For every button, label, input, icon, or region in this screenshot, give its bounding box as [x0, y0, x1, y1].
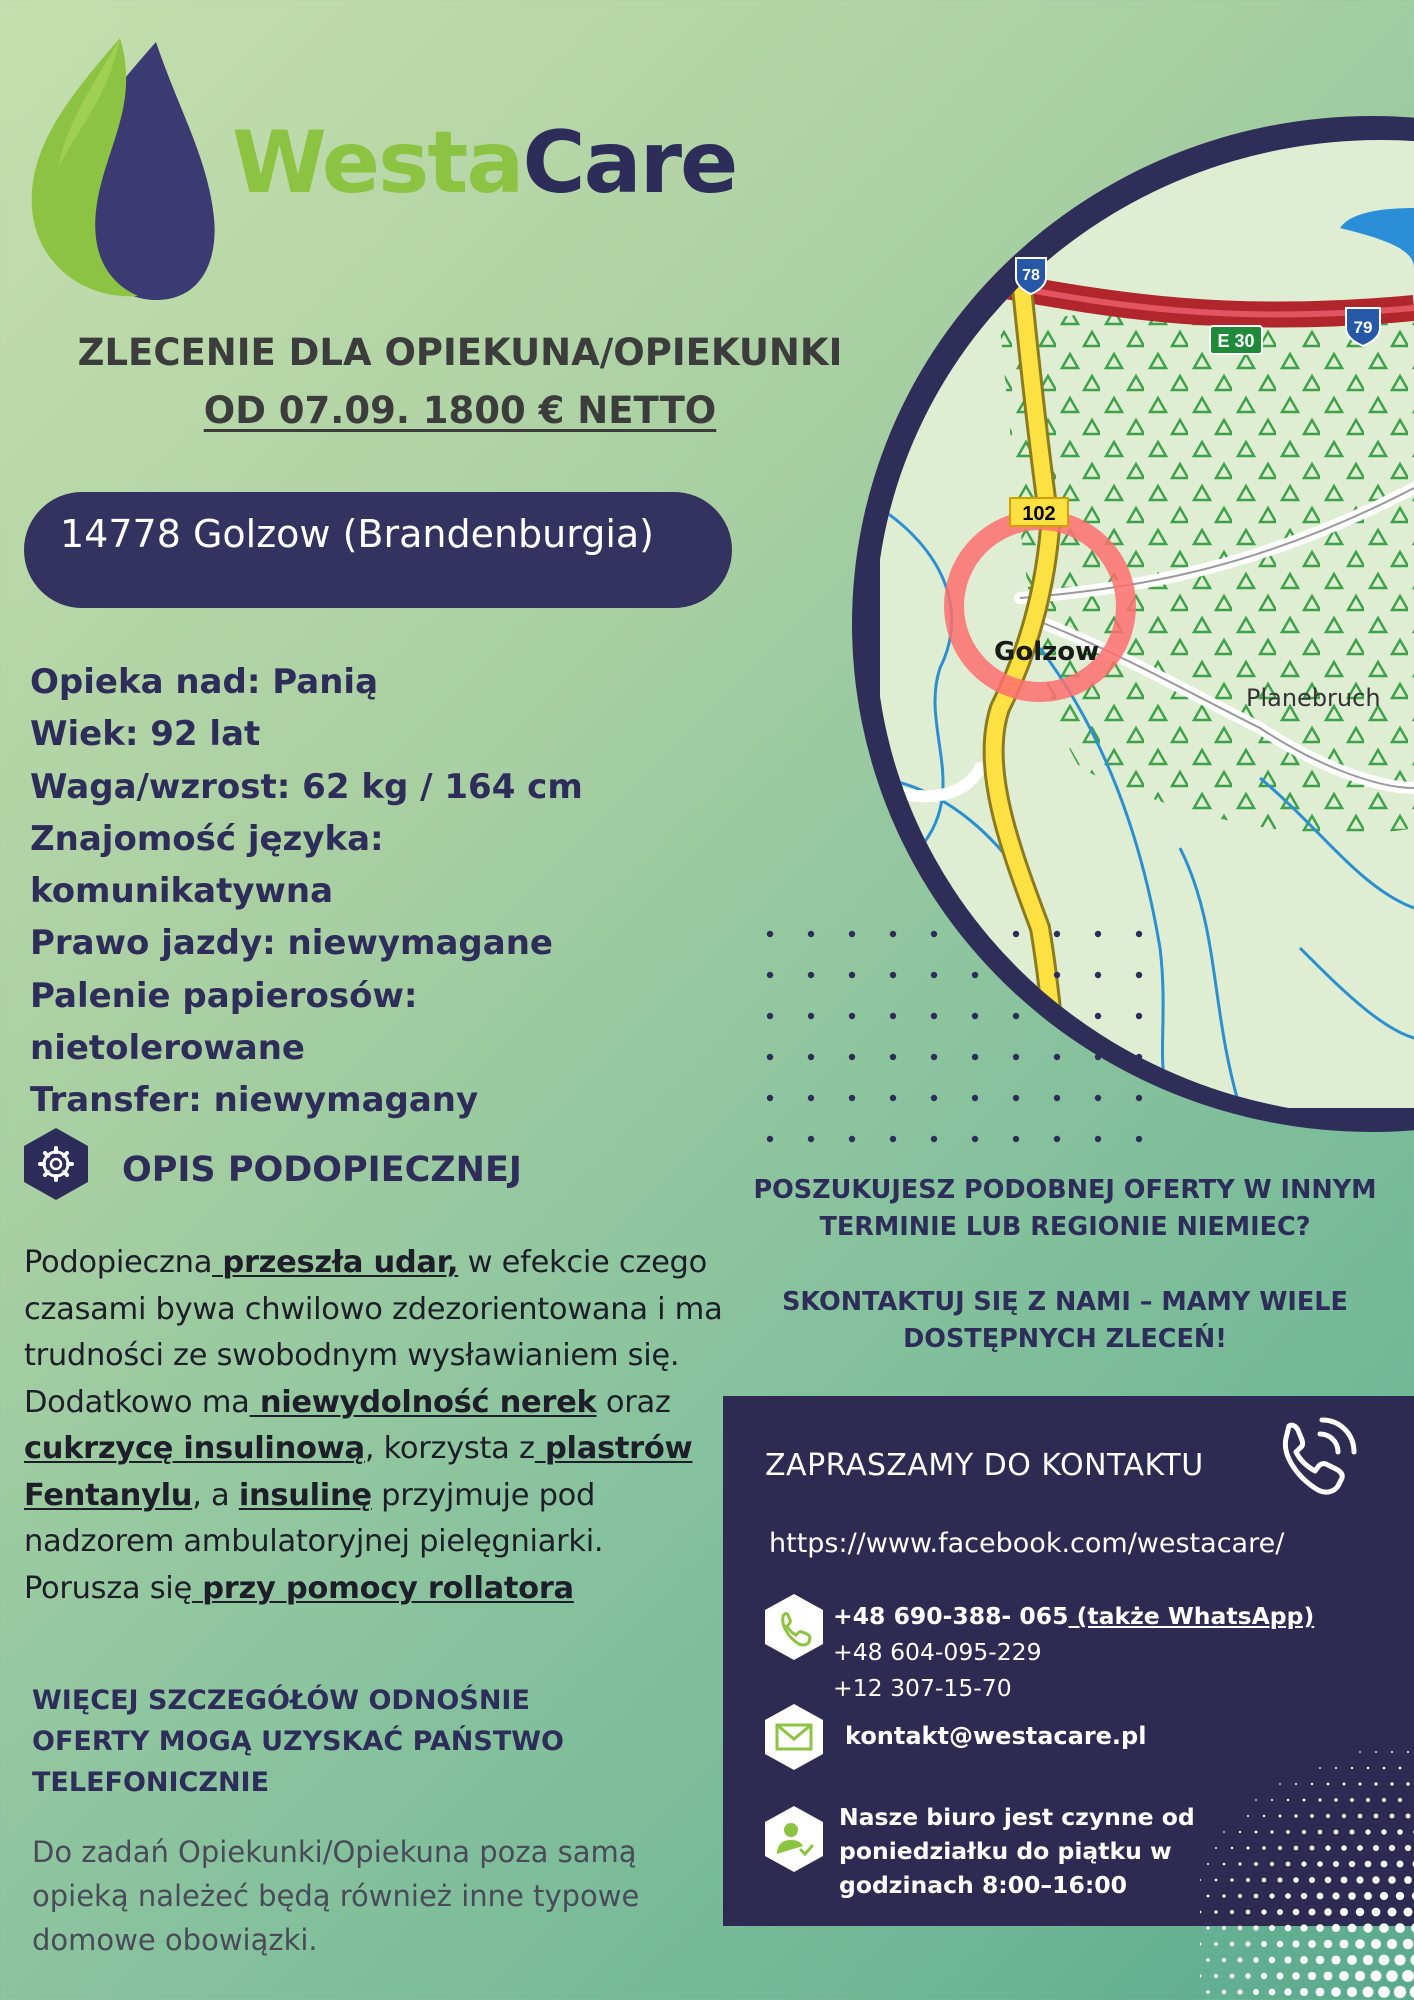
duties-note: Do zadań Opiekunki/Opiekuna poza samą opieką należeć będą również inne typowe domowe obowiązki.	[32, 1835, 640, 1957]
promo-line1: POSZUKUJESZ PODOBNEJ OFERTY W INNYM TERMINIE LUB REGIONIE NIEMIEC?	[753, 1175, 1377, 1242]
desc-highlight: niewydolność nerek	[249, 1384, 597, 1420]
headline-line1: ZLECENIE DLA OPIEKUNA/OPIEKUNKI	[77, 331, 843, 374]
map-town2-label: Planebruch	[1246, 684, 1381, 712]
detail-line: Palenie papierosów:	[30, 975, 418, 1016]
detail-line: Transfer: niewymagany	[30, 1080, 479, 1121]
mail-hex-icon	[765, 1704, 823, 1770]
detail-line: Znajomość języka:	[30, 818, 384, 859]
label-79: 79	[1353, 318, 1373, 337]
office-hours: Nasze biuro jest czynne od poniedziałku do piątku w godzinach 8:00–16:00	[839, 1803, 1195, 1899]
desc-highlight: przy pomocy rollatora	[191, 1570, 574, 1606]
label-102: 102	[1022, 503, 1056, 525]
logo-drop-icon	[28, 38, 218, 300]
promo-text	[740, 1172, 1390, 1396]
desc-text: , korzysta z	[364, 1431, 535, 1466]
facebook-link[interactable]: https://www.facebook.com/westacare/	[769, 1528, 1285, 1559]
gear-icon	[24, 1128, 88, 1200]
whatsapp-note: (także WhatsApp)	[1068, 1602, 1315, 1630]
email-link[interactable]: kontakt@westacare.pl	[845, 1722, 1147, 1750]
desc-text: przyjmuje pod nadzorem ambulatoryjnej pielęgniarki. Porusza się	[24, 1477, 604, 1606]
patient-description	[24, 1240, 724, 1612]
desc-highlight: przeszła udar,	[212, 1245, 459, 1280]
desc-text: , a	[192, 1477, 239, 1513]
detail-line: Prawo jazdy: niewymagane	[30, 923, 553, 964]
more-info-note: WIĘCEJ SZCZEGÓŁÓW ODNOŚNIE OFERTY MOGĄ UZYSKAĆ PAŃSTWO TELEFONICZNIE	[32, 1685, 564, 1798]
decorative-dot-grid	[766, 930, 1166, 1150]
phone-numbers	[833, 1598, 1314, 1706]
desc-text: w efekcie czego czasami bywa chwilowo zdezorientowana i ma trudności ze swobodnym wysławianiem się. Dodatkowo ma	[24, 1245, 723, 1420]
detail-line: Wiek: 92 lat	[30, 714, 261, 755]
detail-line: nietolerowane	[30, 1028, 305, 1069]
desc-highlight: cukrzycę insulinową	[24, 1431, 365, 1466]
detail-line: komunikatywna	[30, 871, 334, 912]
phone-2[interactable]: +48 604-095-229	[833, 1638, 1042, 1666]
logo-wordmark	[232, 113, 737, 213]
road-shield-102	[1010, 498, 1068, 526]
phone-1[interactable]: +48 690-388- 065	[833, 1602, 1069, 1630]
headline	[20, 324, 900, 440]
desc-text: Podopieczna	[24, 1245, 213, 1280]
map-town-label: Golzow	[994, 637, 1100, 667]
decorative-halftone	[1200, 1720, 1414, 2000]
logo-care: Care	[522, 113, 737, 213]
phone-hex-icon	[765, 1594, 823, 1660]
location-text: 14778 Golzow (Brandenburgia)	[60, 512, 654, 556]
detail-line: Opieka nad: Panią	[30, 662, 379, 702]
section-title: OPIS PODOPIECZNEJ	[122, 1150, 522, 1190]
logo-westa: Westa	[232, 113, 523, 213]
office-person-icon	[765, 1806, 823, 1872]
location-badge	[24, 492, 732, 608]
road-shield-78	[1016, 258, 1046, 294]
details-list	[30, 656, 730, 1127]
phone-icon	[1268, 1406, 1368, 1506]
detail-line: Waga/wzrost: 62 kg / 164 cm	[30, 766, 583, 807]
contact-title: ZAPRASZAMY DO KONTAKTU	[765, 1448, 1204, 1483]
desc-text: oraz	[596, 1384, 671, 1420]
desc-highlight: insulinę	[238, 1477, 372, 1513]
promo-line2: SKONTAKTUJ SIĘ Z NAMI – MAMY WIELE DOSTĘPNYCH ZLECEŃ!	[782, 1287, 1348, 1354]
label-e30: E 30	[1217, 331, 1255, 351]
phone-3[interactable]: +12 307-15-70	[833, 1674, 1012, 1702]
desc-highlight: plastrów Fentanylu	[24, 1431, 693, 1513]
label-78: 78	[1022, 267, 1040, 284]
headline-line2: OD 07.09. 1800 € NETTO	[203, 389, 717, 432]
road-shield-e30	[1210, 326, 1262, 354]
